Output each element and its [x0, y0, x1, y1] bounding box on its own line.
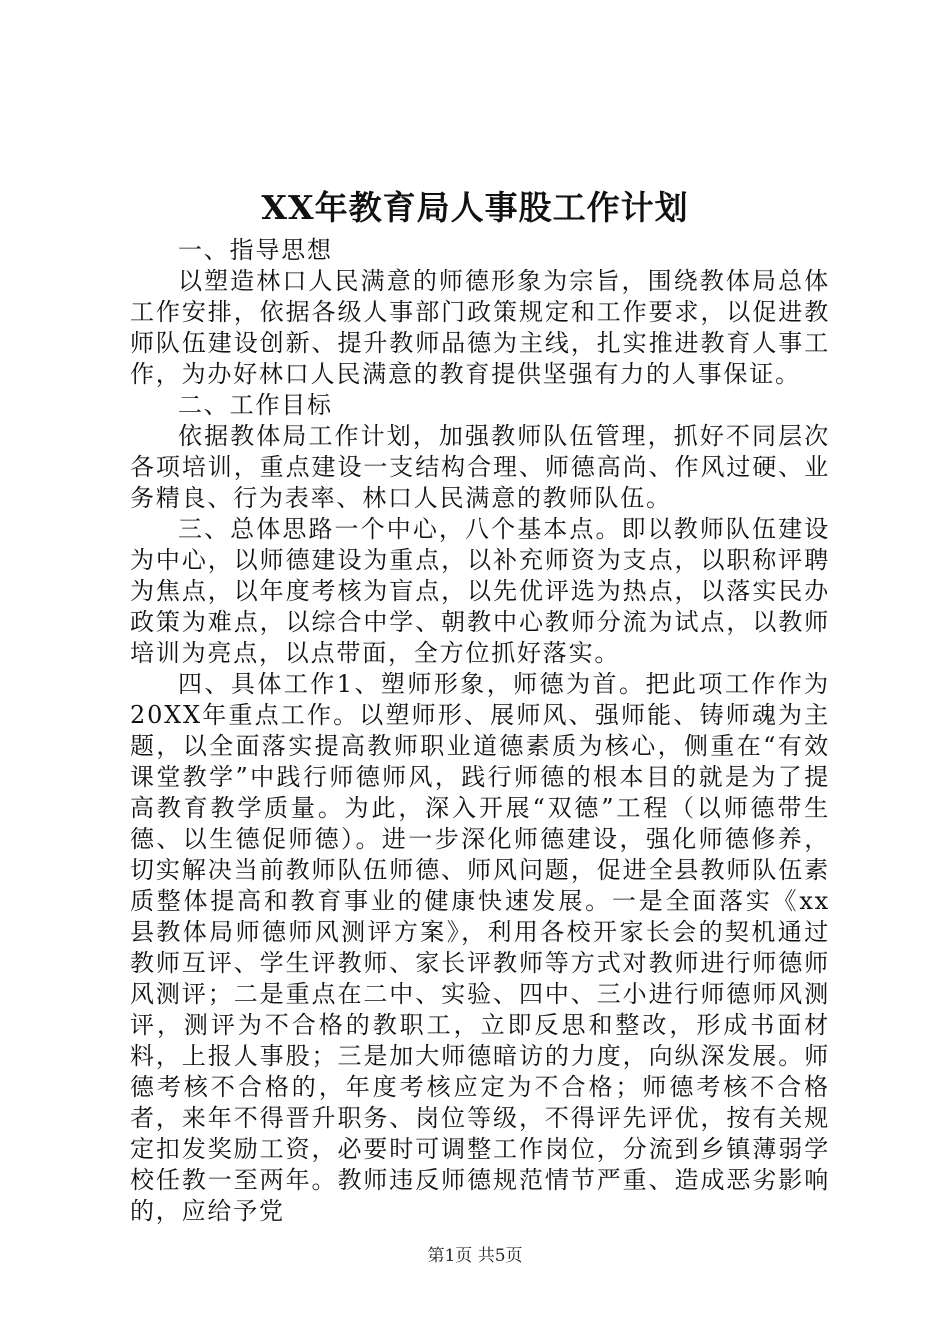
paragraph-specific-work: 四、具体工作1、塑师形象，师德为首。把此项工作作为20XX年重点工作。以塑师形、展师风、强师能、铸师魂为主题，以全面落实提高教师职业道德素质为核心，侧重在“有效课堂教学”中践行师德师风，践行师德的根本目的就是为了提高教育教学质量。为此，深入开展“双德”工程（以师德带生德、以生德促师德）。进一步深化师德建设，强化师德修养，切实解决当前教师队伍师德、师风问题，促进全县教师队伍素质整体提高和教育事业的健康快速发展。一是全面落实《xx县教体局师德师风测评方案》，利用各校开家长会的契机通过教师互评、学生评教师、家长评教师等方式对教师进行师德师风测评；二是重点在二中、实验、四中、三小进行师德师风测评，测评为不合格的教职工，立即反思和整改，形成书面材料，上报人事股；三是加大师德暗访的力度，向纵深发展。师德考核不合格的，年度考核应定为不合格；师德考核不合格者，来年不得晋升职务、岗位等级，不得评先评优，按有关规定扣发奖励工资，必要时可调整工作岗位，分流到乡镇薄弱学校任教一至两年。教师违反师德规范情节严重、造成恶劣影响的，应给予党 [130, 670, 830, 1225]
section-heading-guiding-ideology: 一、指导思想 [178, 236, 333, 264]
document-body [130, 235, 830, 1227]
section-heading-work-goals: 二、工作目标 [178, 391, 333, 419]
paragraph-guiding-ideology: 以塑造林口人民满意的师德形象为宗旨，围绕教体局总体工作安排，依据各级人事部门政策规定和工作要求，以促进教师队伍建设创新、提升教师品德为主线，扎实推进教育人事工作，为办好林口人民满意的教育提供坚强有力的人事保证。 [130, 267, 830, 388]
page-number-footer: 第1页 共5页 [427, 1246, 523, 1266]
document-title: XX年教育局人事股工作计划 [261, 188, 689, 227]
paragraph-work-goals: 依据教体局工作计划，加强教师队伍管理，抓好不同层次各项培训，重点建设一支结构合理、师德高尚、作风过硬、业务精良、行为表率、林口人民满意的教师队伍。 [130, 422, 830, 512]
paragraph-overall-approach: 三、总体思路一个中心，八个基本点。即以教师队伍建设为中心，以师德建设为重点，以补充师资为支点，以职称评聘为焦点，以年度考核为盲点，以先优评选为热点，以落实民办政策为难点，以综合中学、朝教中心教师分流为试点，以教师培训为亮点，以点带面，全方位抓好落实。 [130, 515, 830, 667]
